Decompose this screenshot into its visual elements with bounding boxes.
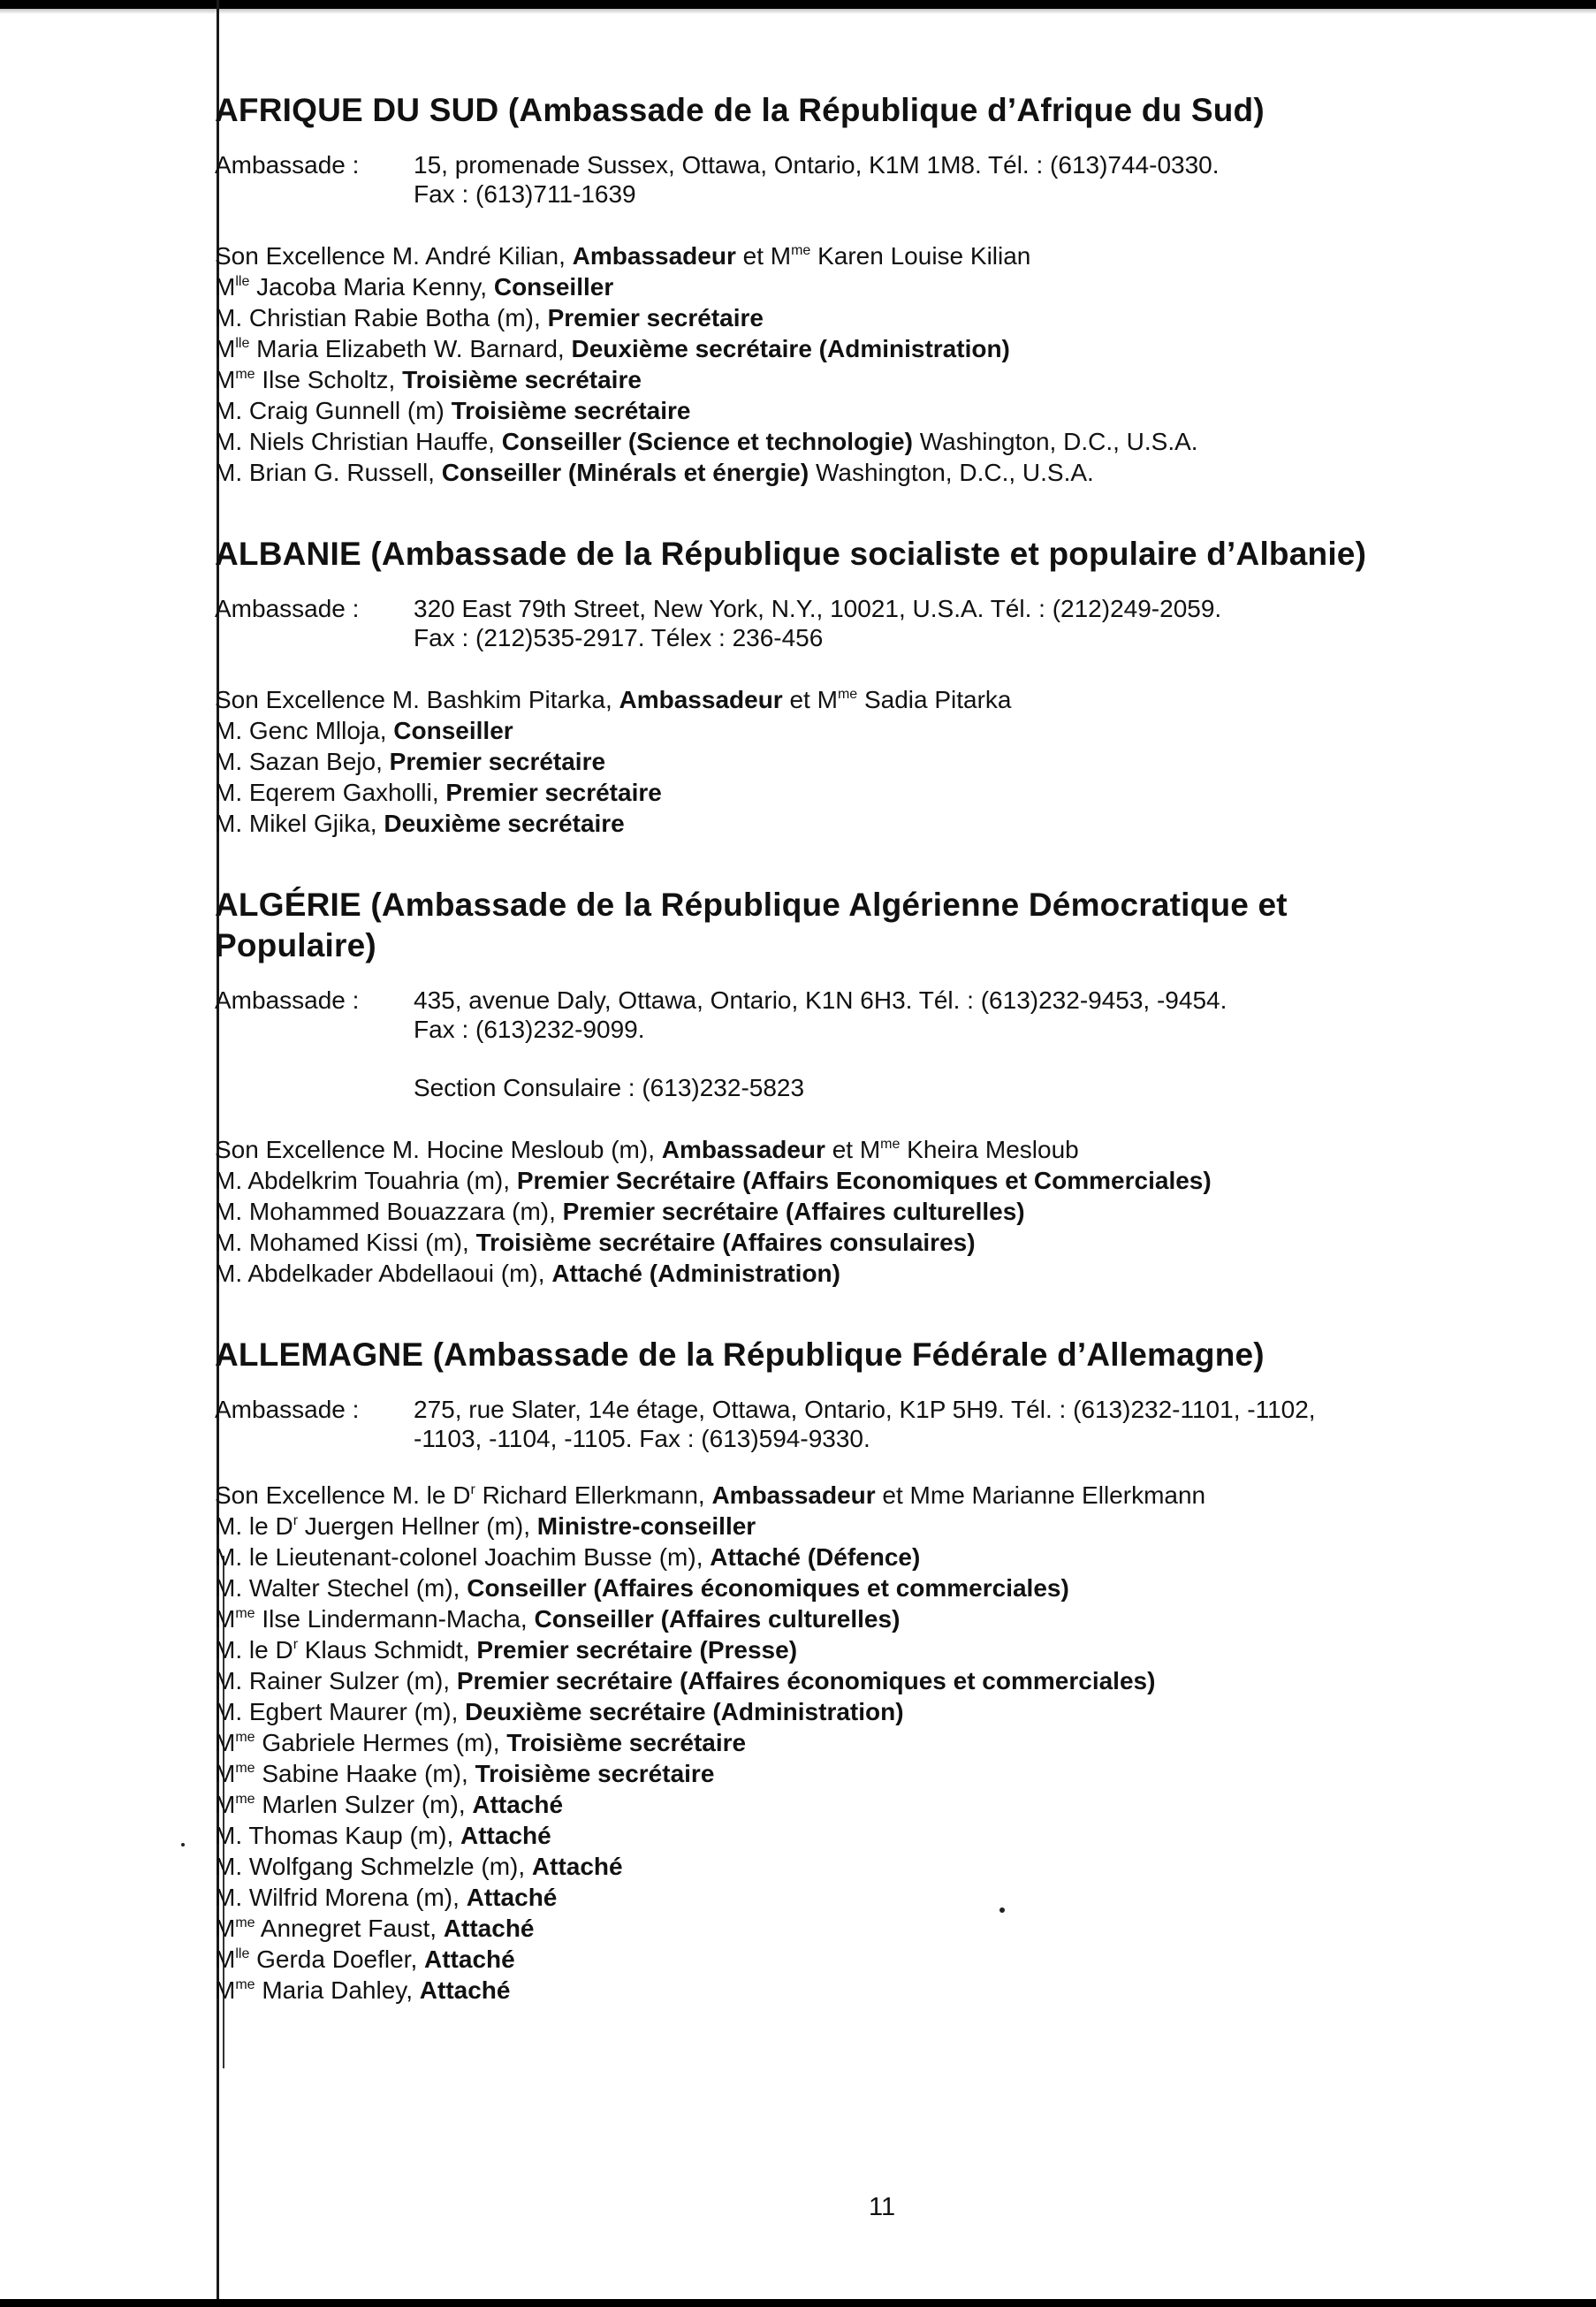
staff-entry bbox=[215, 684, 1531, 715]
address-line: Fax : (212)535-2917. Télex : 236-456 bbox=[414, 624, 824, 651]
staff-name: Ilse Scholtz, bbox=[255, 366, 403, 393]
staff-title: Troisième secrétaire (Affaires consulaires) bbox=[475, 1229, 976, 1256]
staff-entry bbox=[215, 1820, 1531, 1851]
staff-prefix: M. le D bbox=[215, 1512, 293, 1540]
staff-entry bbox=[215, 1511, 1531, 1542]
staff-entry bbox=[215, 364, 1531, 395]
staff-prefix: M. Abdelkrim Touahria (m), bbox=[215, 1167, 517, 1194]
staff-title: Ambassadeur bbox=[572, 242, 736, 270]
staff-entry bbox=[215, 1665, 1531, 1696]
staff-entry bbox=[215, 808, 1531, 839]
staff-entry bbox=[215, 1727, 1531, 1758]
staff-prefix: M bbox=[215, 1729, 236, 1756]
address-line: -1103, -1104, -1105. Fax : (613)594-9330. bbox=[414, 1425, 870, 1452]
embassy-section bbox=[215, 90, 1531, 488]
staff-entry bbox=[215, 1572, 1531, 1603]
staff-title: Troisième secrétaire bbox=[475, 1760, 715, 1787]
staff-name: Marlen Sulzer (m), bbox=[255, 1791, 473, 1818]
staff-name: Jacoba Maria Kenny, bbox=[249, 273, 494, 301]
staff-title: Troisième secrétaire bbox=[506, 1729, 747, 1756]
staff-name: Sabine Haake (m), bbox=[255, 1760, 475, 1787]
staff-suffix: Kheira Mesloub bbox=[900, 1136, 1079, 1163]
staff-prefix: M. Wolfgang Schmelzle (m), bbox=[215, 1853, 532, 1880]
consular-section-line: Section Consulaire : (613)232-5823 bbox=[414, 1074, 805, 1101]
staff-suffix: et Mme Marianne Ellerkmann bbox=[875, 1481, 1206, 1509]
staff-title: Ministre-conseiller bbox=[536, 1512, 756, 1540]
embassy-address-block bbox=[215, 594, 1531, 652]
staff-entry bbox=[215, 715, 1531, 746]
staff-suffix: Sadia Pitarka bbox=[857, 686, 1012, 713]
address-line: 15, promenade Sussex, Ottawa, Ontario, K1M 1M8. Tél. : (613)744-0330. bbox=[414, 151, 1220, 179]
honorific-superscript: me bbox=[880, 1137, 901, 1152]
embassy-heading: ALLEMAGNE (Ambassade de la République Fédérale d’Allemagne) bbox=[215, 1336, 1265, 1373]
staff-entry bbox=[215, 1258, 1531, 1289]
staff-entry bbox=[215, 395, 1531, 426]
scan-speck bbox=[181, 1843, 185, 1846]
staff-title: Premier secrétaire bbox=[389, 748, 606, 775]
address-line: Fax : (613)232-9099. bbox=[414, 1016, 645, 1043]
address-lines bbox=[414, 986, 1531, 1102]
staff-name: Ilse Lindermann-Macha, bbox=[255, 1605, 535, 1633]
staff-title: Attaché bbox=[466, 1884, 558, 1911]
scan-top-border bbox=[0, 0, 1596, 9]
address-line: 275, rue Slater, 14e étage, Ottawa, Ontario, K1P 5H9. Tél. : (613)232-1101, -1102, bbox=[414, 1396, 1316, 1423]
honorific-superscript: me bbox=[791, 243, 811, 258]
embassy-heading: AFRIQUE DU SUD (Ambassade de la République d’Afrique du Sud) bbox=[215, 92, 1265, 128]
staff-entry bbox=[215, 1789, 1531, 1820]
embassy-address-block bbox=[215, 150, 1531, 209]
staff-prefix: M bbox=[215, 1605, 236, 1633]
staff-name: Gerda Doefler, bbox=[249, 1945, 424, 1973]
staff-prefix: M. Wilfrid Morena (m), bbox=[215, 1884, 467, 1911]
staff-prefix: M. Rainer Sulzer (m), bbox=[215, 1667, 457, 1694]
staff-title: Attaché bbox=[424, 1945, 515, 1973]
staff-title: Premier secrétaire (Affaires culturelles) bbox=[562, 1198, 1025, 1225]
staff-entry bbox=[215, 426, 1531, 457]
staff-title: Conseiller bbox=[493, 273, 614, 301]
staff-entry bbox=[215, 746, 1531, 777]
honorific-superscript: me bbox=[235, 1761, 255, 1776]
scan-bottom-border bbox=[0, 2299, 1596, 2307]
address-line: Fax : (613)711-1639 bbox=[414, 180, 636, 208]
page-content bbox=[215, 90, 1531, 2006]
staff-name: Richard Ellerkmann, bbox=[475, 1481, 712, 1509]
staff-prefix: M. le D bbox=[215, 1636, 293, 1664]
embassy-section bbox=[215, 1335, 1531, 2006]
staff-entry bbox=[215, 240, 1531, 271]
staff-entry bbox=[215, 1603, 1531, 1634]
spouse-prefix: et M bbox=[735, 242, 792, 270]
address-label: Ambassade : bbox=[215, 986, 360, 1014]
honorific-superscript: me bbox=[837, 687, 858, 702]
honorific-superscript: r bbox=[293, 1513, 299, 1528]
staff-entry bbox=[215, 457, 1531, 488]
staff-title: Conseiller (Minérals et énergie) bbox=[441, 459, 809, 486]
honorific-superscript: r bbox=[470, 1482, 475, 1497]
staff-entry bbox=[215, 1851, 1531, 1882]
honorific-superscript: me bbox=[235, 1792, 255, 1807]
staff-prefix: M. Thomas Kaup (m), bbox=[215, 1822, 461, 1849]
staff-list bbox=[215, 240, 1531, 488]
staff-list bbox=[215, 684, 1531, 839]
address-lines bbox=[414, 150, 1531, 209]
staff-prefix: M. Mohamed Kissi (m), bbox=[215, 1229, 476, 1256]
staff-prefix: M. Genc Mlloja, bbox=[215, 717, 394, 744]
staff-prefix: Son Excellence M. André Kilian, bbox=[215, 242, 573, 270]
staff-entry bbox=[215, 1913, 1531, 1944]
staff-title: Ambassadeur bbox=[711, 1481, 876, 1509]
honorific-superscript: lle bbox=[235, 336, 250, 351]
staff-name: Maria Dahley, bbox=[255, 1976, 420, 2004]
staff-title: Attaché bbox=[472, 1791, 564, 1818]
staff-title: Attaché bbox=[531, 1853, 623, 1880]
staff-prefix: M. Brian G. Russell, bbox=[215, 459, 442, 486]
address-line: 435, avenue Daly, Ottawa, Ontario, K1N 6H3. Tél. : (613)232-9453, -9454. bbox=[414, 986, 1227, 1014]
staff-title: Attaché bbox=[460, 1822, 551, 1849]
staff-title: Troisième secrétaire bbox=[451, 397, 691, 424]
staff-entry bbox=[215, 302, 1531, 333]
staff-title: Attaché (Défence) bbox=[710, 1543, 921, 1571]
staff-title: Premier secrétaire (Affaires économiques et commerciales) bbox=[456, 1667, 1156, 1694]
staff-title: Premier Secrétaire (Affairs Economiques et Commerciales) bbox=[516, 1167, 1212, 1194]
staff-entry bbox=[215, 1882, 1531, 1913]
scan-speck bbox=[999, 1907, 1005, 1913]
staff-prefix: M bbox=[215, 1976, 236, 2004]
staff-title: Conseiller (Affaires culturelles) bbox=[534, 1605, 901, 1633]
staff-entry bbox=[215, 333, 1531, 364]
staff-title: Conseiller (Affaires économiques et commerciales) bbox=[467, 1574, 1069, 1602]
honorific-superscript: me bbox=[235, 1730, 255, 1745]
staff-entry bbox=[215, 1480, 1531, 1511]
staff-entry bbox=[215, 1975, 1531, 2006]
scan-top-shadow bbox=[0, 9, 1596, 14]
honorific-superscript: lle bbox=[235, 274, 250, 289]
staff-name: Juergen Hellner (m), bbox=[298, 1512, 537, 1540]
staff-entry bbox=[215, 1165, 1531, 1196]
staff-title: Conseiller (Science et technologie) bbox=[501, 428, 913, 455]
embassy-heading: ALBANIE (Ambassade de la République socialiste et populaire d’Albanie) bbox=[215, 536, 1367, 572]
staff-title: Premier secrétaire bbox=[445, 779, 662, 806]
staff-prefix: M. Mikel Gjika, bbox=[215, 810, 384, 837]
staff-entry bbox=[215, 1944, 1531, 1975]
staff-title: Premier secrétaire (Presse) bbox=[476, 1636, 798, 1664]
staff-prefix: M bbox=[215, 1760, 236, 1787]
staff-title: Attaché bbox=[419, 1976, 511, 2004]
spouse-prefix: et M bbox=[825, 1136, 881, 1163]
staff-list bbox=[215, 1480, 1531, 2006]
staff-title: Attaché bbox=[443, 1915, 535, 1942]
staff-entry bbox=[215, 1542, 1531, 1572]
address-lines bbox=[414, 1395, 1531, 1453]
staff-prefix: M. Eqerem Gaxholli, bbox=[215, 779, 446, 806]
address-label: Ambassade : bbox=[215, 151, 360, 179]
spouse-prefix: et M bbox=[782, 686, 838, 713]
embassy-heading: ALGÉRIE (Ambassade de la République Algérienne Démocratique et Populaire) bbox=[215, 887, 1288, 963]
address-line: 320 East 79th Street, New York, N.Y., 10021, U.S.A. Tél. : (212)249-2059. bbox=[414, 595, 1222, 622]
staff-prefix: M. Craig Gunnell (m) bbox=[215, 397, 452, 424]
staff-prefix: M bbox=[215, 273, 236, 301]
staff-suffix: Washington, D.C., U.S.A. bbox=[912, 428, 1198, 455]
staff-prefix: Son Excellence M. Bashkim Pitarka, bbox=[215, 686, 619, 713]
staff-title: Deuxième secrétaire (Administration) bbox=[465, 1698, 904, 1725]
address-label: Ambassade : bbox=[215, 595, 360, 622]
staff-suffix: Karen Louise Kilian bbox=[810, 242, 1031, 270]
embassy-address-block bbox=[215, 986, 1531, 1102]
staff-prefix: M. Walter Stechel (m), bbox=[215, 1574, 467, 1602]
staff-prefix: Son Excellence M. Hocine Mesloub (m), bbox=[215, 1136, 662, 1163]
embassy-section bbox=[215, 534, 1531, 839]
staff-title: Attaché (Administration) bbox=[551, 1260, 840, 1287]
staff-prefix: M. le Lieutenant-colonel Joachim Busse (m), bbox=[215, 1543, 711, 1571]
staff-entry bbox=[215, 1227, 1531, 1258]
staff-prefix: M bbox=[215, 1791, 236, 1818]
staff-list bbox=[215, 1134, 1531, 1289]
staff-prefix: M bbox=[215, 1915, 236, 1942]
staff-prefix: M. Christian Rabie Botha (m), bbox=[215, 304, 548, 331]
honorific-superscript: lle bbox=[235, 1946, 250, 1961]
staff-prefix: M. Sazan Bejo, bbox=[215, 748, 390, 775]
staff-prefix: M. Abdelkader Abdellaoui (m), bbox=[215, 1260, 552, 1287]
staff-name: Klaus Schmidt, bbox=[298, 1636, 477, 1664]
staff-title: Troisième secrétaire bbox=[402, 366, 642, 393]
staff-entry bbox=[215, 1134, 1531, 1165]
staff-name: Annegret Faust, bbox=[255, 1915, 444, 1942]
embassy-address-block bbox=[215, 1395, 1531, 1453]
staff-title: Deuxième secrétaire (Administration) bbox=[571, 335, 1010, 362]
staff-prefix: M. Niels Christian Hauffe, bbox=[215, 428, 502, 455]
staff-name: Maria Elizabeth W. Barnard, bbox=[249, 335, 572, 362]
staff-prefix: M. Egbert Maurer (m), bbox=[215, 1698, 466, 1725]
honorific-superscript: me bbox=[235, 1915, 255, 1930]
staff-entry bbox=[215, 1696, 1531, 1727]
staff-entry bbox=[215, 271, 1531, 302]
staff-name: Gabriele Hermes (m), bbox=[255, 1729, 507, 1756]
honorific-superscript: me bbox=[235, 367, 255, 382]
staff-title: Deuxième secrétaire bbox=[384, 810, 625, 837]
staff-entry bbox=[215, 1196, 1531, 1227]
staff-prefix: M bbox=[215, 366, 236, 393]
staff-entry bbox=[215, 1758, 1531, 1789]
staff-prefix: Son Excellence M. le D bbox=[215, 1481, 471, 1509]
embassy-section bbox=[215, 885, 1531, 1289]
address-lines bbox=[414, 594, 1531, 652]
honorific-superscript: me bbox=[235, 1606, 255, 1621]
staff-prefix: M. Mohammed Bouazzara (m), bbox=[215, 1198, 563, 1225]
honorific-superscript: me bbox=[235, 1977, 255, 1992]
staff-title: Ambassadeur bbox=[661, 1136, 825, 1163]
page-number: 11 bbox=[869, 2193, 896, 2221]
staff-title: Premier secrétaire bbox=[547, 304, 764, 331]
staff-entry bbox=[215, 1634, 1531, 1665]
staff-entry bbox=[215, 777, 1531, 808]
staff-suffix: Washington, D.C., U.S.A. bbox=[809, 459, 1094, 486]
staff-title: Conseiller bbox=[393, 717, 513, 744]
address-label: Ambassade : bbox=[215, 1396, 360, 1423]
staff-title: Ambassadeur bbox=[619, 686, 783, 713]
staff-prefix: M bbox=[215, 1945, 236, 1973]
staff-prefix: M bbox=[215, 335, 236, 362]
honorific-superscript: r bbox=[293, 1637, 299, 1652]
